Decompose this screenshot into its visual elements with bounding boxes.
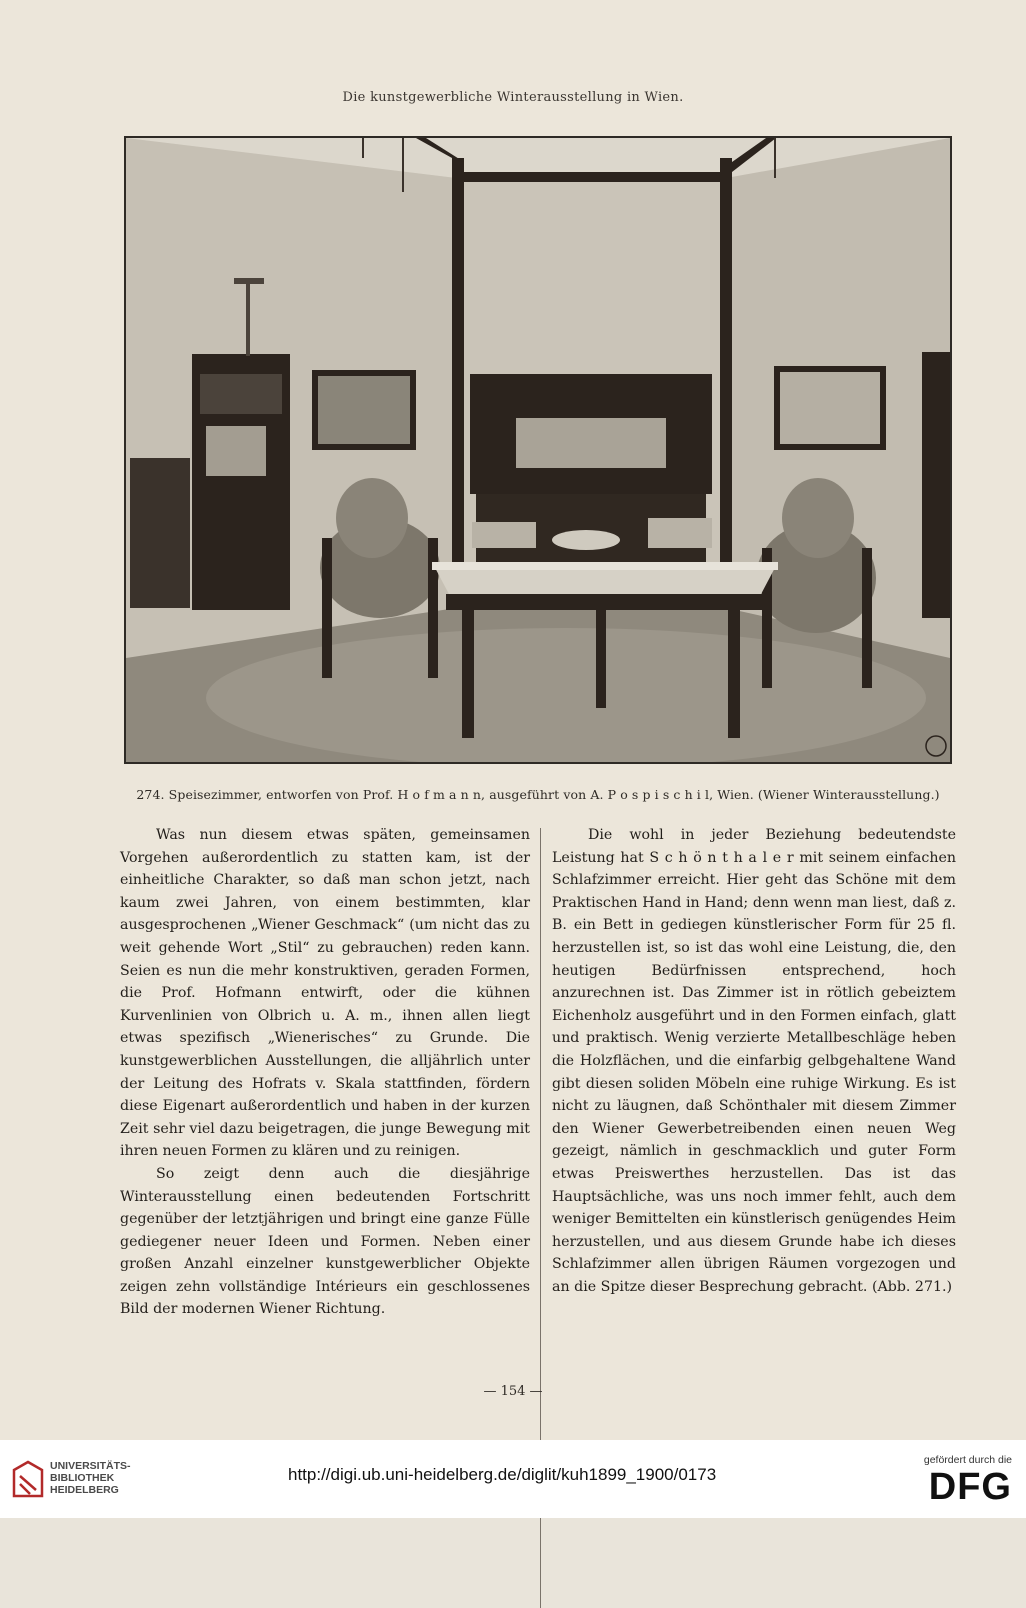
- library-name: [50, 1460, 131, 1496]
- funded-by-label: gefördert durch die: [923, 1454, 1012, 1466]
- permalink-url[interactable]: http://digi.ub.uni-heidelberg.de/diglit/kuh1899_1900/0173: [288, 1465, 717, 1484]
- footer-bar: [0, 1440, 1026, 1518]
- paragraph: So zeigt denn auch die diesjährige Winterausstellung einen bedeutenden Fortschritt gegenüber der letztjährigen und bringt eine ganze Fülle gediegener neuer Ideen und Formen. Neben einer großen Anzahl einzelner kunstgewerblicher Objekte zeigen zehn vollständige Intérieurs ein geschlossenes Bild der modernen Wiener Richtung.: [120, 1165, 530, 1318]
- library-name-line: HEIDELBERG: [50, 1484, 119, 1496]
- figure-caption: 274. Speisezimmer, entworfen von Prof. H o f m a n n, ausgeführt von A. P o s p i s c h i l, Wien. (Wiener Winterausstellung.): [136, 787, 940, 802]
- library-name-line: UNIVERSITÄTS-: [50, 1460, 131, 1472]
- paragraph: Was nun diesem etwas späten, gemeinsamen Vorgehen außerordentlich zu statten kam, ist der einheitliche Charakter, so daß man schon jetzt, nach kaum zwei Jahren, von einem bestimmten, klar ausgesprochenen „Wiener Geschmack“ (um nicht das zu weit gehende Wort „Stil“ zu gebrauchen) reden kann. Seien es nun die mehr konstruktiven, geraden Formen, die Prof. Hofmann entwirft, oder die kühnen Kurvenlinien von Olbrich u. A. m., ihnen allen liegt etwas spezifisch „Wienerisches“ zu Grunde. Die kunstgewerblichen Ausstellungen, die alljährlich unter der Leitung des Hofrats v. Skala stattfinden, fördern diese Eigenart außerordentlich und haben in der kurzen Zeit sehr viel dazu beigetragen, die junge Bewegung mit ihren neuen Formen zu klären und zu reinigen.: [120, 827, 530, 1160]
- library-name-line: BIBLIOTHEK: [50, 1472, 115, 1484]
- paragraph: Die wohl in jeder Beziehung bedeutendste Leistung hat S c h ö n t h a l e r mit seinem einfachen Schlafzimmer erreicht. Hier geht das Schöne mit dem Praktischen Hand in Hand; denn wenn man liest, daß z. B. ein Bett in gediegen künstlerischer Form für 25 fl. herzustellen ist, so ist das wohl eine Leistung, die, den heutigen Bedürfnissen entsprechend, hoch anzurechnen ist. Das Zimmer ist in rötlich gebeiztem Eichenholz ausgeführt und in den Formen einfach, glatt und praktisch. Wenig verzierte Metallbeschläge heben die Holzflächen, und die einfarbig gelbgehaltene Wand gibt diesen soliden Möbeln eine ruhige Wirkung. Es ist nicht zu läugnen, daß Schönthaler mit diesem Zimmer den Wiener Gewerbetreibenden einen neuen Weg gezeigt, nämlich in geschmacklich und guter Form etwas Preiswerthes herzustellen. Das ist das Hauptsächliche, was uns noch immer fehlt, auch dem weniger Bemittelten ein künstlerisch genügendes Heim herzustellen, und aus diesem Grunde habe ich dieses Schlafzimmer allen übrigen Räumen vorgezogen und an die Spitze dieser Besprechung gebracht. (Abb. 271.): [552, 827, 956, 1295]
- funding-note: [902, 1454, 1012, 1508]
- left-column: [120, 824, 530, 1321]
- figure-photo: [124, 136, 952, 764]
- dfg-logo: DFG: [928, 1466, 1012, 1508]
- page-number: — 154 —: [483, 1384, 543, 1399]
- right-column: [552, 824, 956, 1298]
- dining-room-illustration: [126, 138, 950, 762]
- running-head: Die kunstgewerbliche Winterausstellung in Wien.: [342, 90, 684, 105]
